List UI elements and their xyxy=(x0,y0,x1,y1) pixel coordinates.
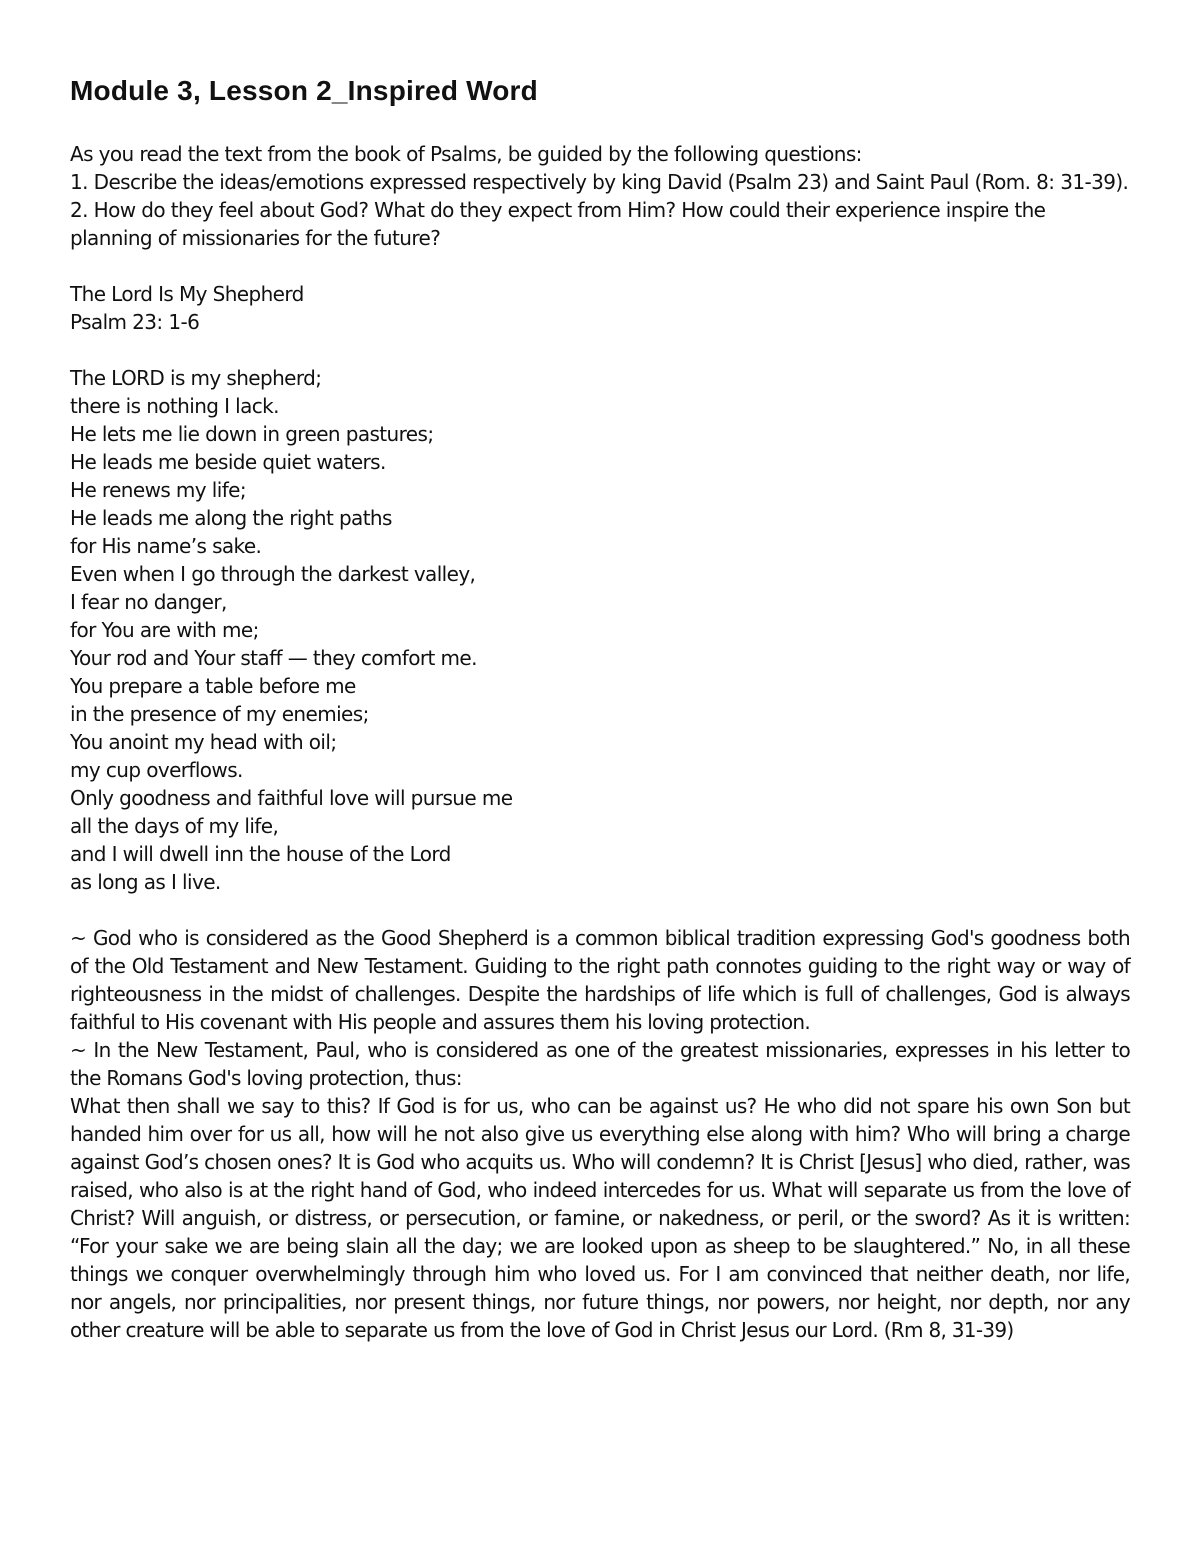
psalm-line: my cup overflows. xyxy=(70,758,243,782)
psalm-line: Only goodness and faithful love will pursue me xyxy=(70,786,513,810)
psalm-line: He renews my life; xyxy=(70,478,246,502)
psalm-line: He lets me lie down in green pastures; xyxy=(70,422,434,446)
question-1: 1. Describe the ideas/emotions expressed respectively by king David (Psalm 23) and Saint Paul (Rom. 8: 31-39). xyxy=(70,170,1129,194)
spacer xyxy=(70,252,1130,280)
psalm-line: for You are with me; xyxy=(70,618,259,642)
spacer xyxy=(70,896,1130,924)
psalm-line: as long as I live. xyxy=(70,870,221,894)
psalm-line: there is nothing I lack. xyxy=(70,394,279,418)
document-page xyxy=(70,72,1130,1344)
question-2: 2. How do they feel about God? What do they expect from Him? How could their experience inspire the planning of missionaries for the future? xyxy=(70,198,1046,250)
psalm-line: He leads me beside quiet waters. xyxy=(70,450,386,474)
reflection-section xyxy=(70,924,1130,1344)
romans-quote: What then shall we say to this? If God is for us, who can be against us? He who did not spare his own Son but handed him over for us all, how will he not also give us everything else along with him? Who will bring a charge against God’s chosen ones? It is God who acquits us. Who will condemn? It is Christ [Jesus] who died, rather, was raised, who also is at the right hand of God, who indeed intercedes for us. What will separate us from the love of Christ? Will anguish, or distress, or persecution, or famine, or nakedness, or peril, or the sword? As it is written: “For your sake we are being slain all the day; we are looked upon as sheep to be slaughtered.” No, in all these things we conquer overwhelmingly through him who loved us. For I am convinced that neither death, nor life, nor angels, nor principalities, nor present things, nor future things, nor powers, nor height, nor depth, nor any other creature will be able to separate us from the love of God in Christ Jesus our Lord. (Rm 8, 31-39) xyxy=(70,1094,1130,1342)
psalm-line: all the days of my life, xyxy=(70,814,279,838)
psalm-line: The LORD is my shepherd; xyxy=(70,366,322,390)
psalm-line: in the presence of my enemies; xyxy=(70,702,369,726)
psalm-heading: The Lord Is My Shepherd xyxy=(70,282,304,306)
reflection-paragraph-2: ~ In the New Testament, Paul, who is considered as one of the greatest missionaries, expresses in his letter to the Romans God's loving protection, thus: xyxy=(70,1038,1130,1090)
psalm-line: for His name’s sake. xyxy=(70,534,262,558)
psalm-line: He leads me along the right paths xyxy=(70,506,392,530)
psalm-line: You anoint my head with oil; xyxy=(70,730,337,754)
spacer xyxy=(70,336,1130,364)
psalm-line: Even when I go through the darkest valley, xyxy=(70,562,476,586)
psalm-reference: Psalm 23: 1-6 xyxy=(70,310,200,334)
psalm-line: Your rod and Your staff — they comfort me. xyxy=(70,646,477,670)
psalm-line: You prepare a table before me xyxy=(70,674,356,698)
reflection-paragraph-1: ~ God who is considered as the Good Shepherd is a common biblical tradition expressing God's goodness both of the Old Testament and New Testament. Guiding to the right path connotes guiding to the right way or way of righteousness in the midst of challenges. Despite the hardships of life which is full of challenges, God is always faithful to His covenant with His people and assures them his loving protection. xyxy=(70,926,1130,1034)
psalm-line: and I will dwell inn the house of the Lord xyxy=(70,842,451,866)
psalm-verses xyxy=(70,364,1130,896)
psalm-line: I fear no danger, xyxy=(70,590,227,614)
document-title: Module 3, Lesson 2_Inspired Word xyxy=(70,75,538,106)
intro-section xyxy=(70,140,1130,252)
psalm-header xyxy=(70,280,1130,336)
instruction-text: As you read the text from the book of Psalms, be guided by the following questions: xyxy=(70,142,862,166)
